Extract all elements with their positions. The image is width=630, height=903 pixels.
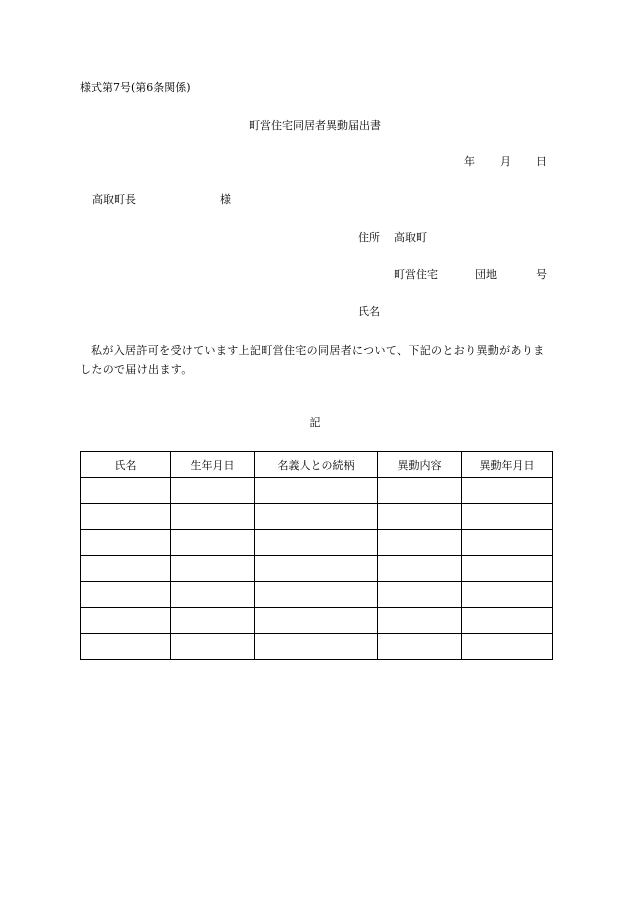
table-cell[interactable] bbox=[462, 556, 553, 582]
housing-name-label: 町営住宅 bbox=[394, 268, 438, 281]
address-value: 高取町 bbox=[394, 231, 427, 244]
change-records-table bbox=[80, 451, 553, 660]
table-cell[interactable] bbox=[378, 478, 462, 504]
housing-number-label: 号 bbox=[536, 268, 547, 281]
table-cell[interactable] bbox=[462, 530, 553, 556]
table-row bbox=[81, 530, 553, 556]
table-cell[interactable] bbox=[378, 504, 462, 530]
date-year-label: 年 bbox=[464, 155, 475, 168]
table-cell[interactable] bbox=[462, 478, 553, 504]
ki-label: 記 bbox=[309, 416, 321, 429]
table-cell[interactable] bbox=[81, 582, 171, 608]
table-cell[interactable] bbox=[81, 504, 171, 530]
table-cell[interactable] bbox=[462, 634, 553, 660]
table-cell[interactable] bbox=[81, 634, 171, 660]
table-cell[interactable] bbox=[378, 634, 462, 660]
column-header-birthdate: 生年月日 bbox=[171, 452, 255, 478]
table-cell[interactable] bbox=[81, 478, 171, 504]
address-label: 住所 bbox=[358, 231, 380, 244]
date-month-label: 月 bbox=[500, 155, 511, 168]
table-cell[interactable] bbox=[255, 582, 378, 608]
document-title: 町営住宅同居者異動届出書 bbox=[249, 119, 381, 132]
table-cell[interactable] bbox=[81, 608, 171, 634]
table-cell[interactable] bbox=[255, 478, 378, 504]
table-cell[interactable] bbox=[462, 582, 553, 608]
table-cell[interactable] bbox=[171, 556, 255, 582]
column-header-relationship: 名義人との続柄 bbox=[255, 452, 378, 478]
table-cell[interactable] bbox=[378, 530, 462, 556]
table-cell[interactable] bbox=[378, 556, 462, 582]
table-cell[interactable] bbox=[171, 478, 255, 504]
housing-danchi-label: 団地 bbox=[475, 268, 497, 281]
column-header-change-date: 異動年月日 bbox=[462, 452, 553, 478]
table-row bbox=[81, 582, 553, 608]
table-cell[interactable] bbox=[81, 530, 171, 556]
table-cell[interactable] bbox=[378, 608, 462, 634]
table-row bbox=[81, 556, 553, 582]
table-cell[interactable] bbox=[171, 504, 255, 530]
table-header-row bbox=[81, 452, 553, 478]
table-cell[interactable] bbox=[171, 608, 255, 634]
table-cell[interactable] bbox=[462, 608, 553, 634]
table-cell[interactable] bbox=[378, 582, 462, 608]
table-cell[interactable] bbox=[171, 582, 255, 608]
table-cell[interactable] bbox=[171, 530, 255, 556]
table-row bbox=[81, 478, 553, 504]
applicant-name-label: 氏名 bbox=[358, 305, 380, 318]
column-header-name: 氏名 bbox=[81, 452, 171, 478]
table-cell[interactable] bbox=[255, 608, 378, 634]
table-cell[interactable] bbox=[462, 504, 553, 530]
table-cell[interactable] bbox=[171, 634, 255, 660]
column-header-change-content: 異動内容 bbox=[378, 452, 462, 478]
table-cell[interactable] bbox=[81, 556, 171, 582]
table-row bbox=[81, 634, 553, 660]
table-row bbox=[81, 608, 553, 634]
recipient-name: 高取町長 bbox=[92, 193, 136, 206]
date-day-label: 日 bbox=[536, 155, 547, 168]
table-cell[interactable] bbox=[255, 530, 378, 556]
table-row bbox=[81, 504, 553, 530]
table-cell[interactable] bbox=[255, 634, 378, 660]
declaration-text: 私が入居許可を受けています上記町営住宅の同居者について、下記のとおり異動がありましたので届け出ます。 bbox=[80, 344, 545, 376]
recipient-honorific: 様 bbox=[220, 193, 231, 206]
table-cell[interactable] bbox=[255, 556, 378, 582]
table-cell[interactable] bbox=[255, 504, 378, 530]
form-number: 様式第7号(第6条関係) bbox=[80, 81, 191, 94]
